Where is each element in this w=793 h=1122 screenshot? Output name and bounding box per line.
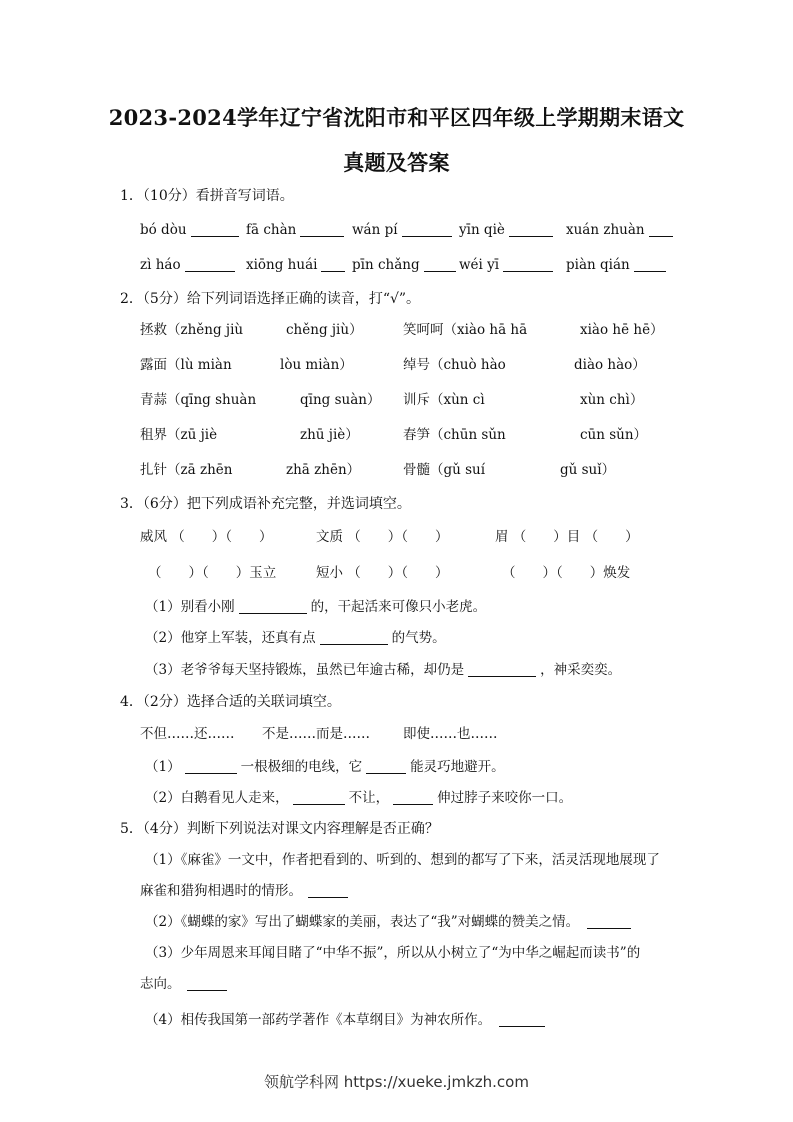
footer-watermark: 领航学科网 https://xueke.jmkzh.com bbox=[264, 1073, 529, 1091]
pinyin-item bbox=[459, 221, 557, 239]
statement-item bbox=[140, 975, 231, 993]
answer-blank[interactable] bbox=[185, 759, 237, 774]
reading-option[interactable]: lòu miàn） bbox=[280, 357, 353, 373]
reading-option[interactable]: diào hào） bbox=[574, 357, 646, 373]
answer-blank[interactable] bbox=[634, 257, 666, 272]
sentence-text: （4）相传我国第一部药学著作《本草纲目》为神农所作。 bbox=[145, 1012, 492, 1028]
answer-blank[interactable] bbox=[393, 790, 433, 805]
pinyin-item bbox=[246, 256, 349, 274]
pinyin-item bbox=[352, 256, 460, 274]
fill-sentence bbox=[145, 661, 621, 679]
sentence-text: （1） bbox=[145, 759, 181, 775]
pinyin-item bbox=[566, 256, 670, 274]
sentence-text: 的，干起活来可像只小老虎。 bbox=[310, 599, 487, 615]
reading-option[interactable]: 露面（lù miàn bbox=[140, 357, 232, 373]
reading-option[interactable]: 春笋（chūn sǔn bbox=[403, 427, 506, 443]
statement-item bbox=[145, 913, 635, 931]
reading-option[interactable]: cūn sǔn） bbox=[580, 427, 648, 443]
answer-blank[interactable] bbox=[649, 222, 673, 237]
reading-option[interactable]: 青蒜（qīng shuàn bbox=[140, 392, 257, 408]
statement-text: （1）《麻雀》一文中，作者把看到的、听到的、想到的都写了下来，活灵活现地展现了 bbox=[145, 852, 660, 868]
sentence-text: （1）别看小刚 bbox=[145, 599, 235, 615]
answer-blank[interactable] bbox=[185, 257, 235, 272]
sentence-text: ，神采奕奕。 bbox=[540, 662, 622, 678]
answer-blank[interactable] bbox=[499, 1012, 545, 1027]
conjunction-option: 即使……也…… bbox=[403, 726, 498, 742]
pinyin-item bbox=[246, 221, 348, 239]
pinyin-text: xiōng huái bbox=[246, 257, 318, 273]
reading-option[interactable]: 扎针（zā zhēn bbox=[140, 462, 233, 478]
answer-blank[interactable] bbox=[503, 257, 553, 272]
page-title-line-2: 真题及答案 bbox=[343, 150, 450, 175]
sentence-text: （2）白鹅看见人走来， bbox=[145, 790, 289, 806]
pinyin-item bbox=[352, 221, 456, 239]
answer-blank[interactable] bbox=[424, 257, 456, 272]
reading-option[interactable]: qīng suàn） bbox=[300, 392, 381, 408]
sentence-text: 一根极细的电线，它 bbox=[240, 759, 363, 775]
sentence-text: 能灵巧地避开。 bbox=[410, 759, 505, 775]
pinyin-text: xuán zhuàn bbox=[566, 222, 645, 238]
pinyin-text: zì háo bbox=[140, 257, 181, 273]
reading-option[interactable]: chěng jiù） bbox=[286, 322, 363, 338]
question-1-heading: 1．（10分）看拼音写词语。 bbox=[120, 188, 294, 204]
reading-option[interactable]: zhā zhēn） bbox=[286, 462, 361, 478]
reading-option[interactable]: 绰号（chuò hào bbox=[403, 357, 506, 373]
conjunction-option: 不但……还…… bbox=[140, 726, 235, 742]
idiom-blank[interactable]: 眉 （ ）目 （ ） bbox=[495, 529, 639, 545]
idiom-blank[interactable]: （ ）（ ）焕发 bbox=[502, 565, 631, 581]
question-2-heading: 2．（5分）给下列词语选择正确的读音，打“√”。 bbox=[120, 291, 421, 307]
statement-item bbox=[145, 1011, 549, 1029]
answer-blank[interactable] bbox=[509, 222, 553, 237]
reading-option[interactable]: 笑呵呵（xiào hā hā bbox=[403, 322, 528, 338]
statement-item bbox=[140, 882, 352, 900]
reading-option[interactable]: 租界（zū jiè bbox=[140, 427, 218, 443]
answer-blank[interactable] bbox=[587, 914, 631, 929]
answer-blank[interactable] bbox=[402, 222, 452, 237]
pinyin-text: fā chàn bbox=[246, 222, 297, 238]
answer-blank[interactable] bbox=[300, 222, 344, 237]
pinyin-text: pīn chǎng bbox=[352, 257, 420, 273]
pinyin-text: wán pí bbox=[352, 222, 398, 238]
conjunction-option: 不是……而是…… bbox=[262, 726, 370, 742]
reading-option[interactable]: xiào hē hē） bbox=[580, 322, 664, 338]
pinyin-item bbox=[459, 256, 557, 274]
pinyin-text: yīn qiè bbox=[459, 222, 505, 238]
pinyin-text: bó dòu bbox=[140, 222, 187, 238]
sentence-text: 不让， bbox=[348, 790, 390, 806]
pinyin-item bbox=[566, 221, 677, 239]
sentence-text: （2）《蝴蝶的家》写出了蝴蝶家的美丽，表达了“我”对蝴蝶的赞美之情。 bbox=[145, 914, 580, 930]
pinyin-text: wéi yī bbox=[459, 257, 500, 273]
reading-option[interactable]: gǔ suǐ） bbox=[560, 462, 616, 478]
question-3-heading: 3．（6分）把下列成语补充完整，并选词填空。 bbox=[120, 496, 411, 512]
answer-blank[interactable] bbox=[321, 257, 345, 272]
reading-option[interactable]: xùn chì） bbox=[580, 392, 644, 408]
fill-sentence bbox=[145, 758, 505, 776]
idiom-blank[interactable]: 短小 （ ）（ ） bbox=[316, 565, 449, 581]
sentence-text: 麻雀和猎狗相遇时的情形。 bbox=[140, 883, 302, 899]
sentence-text: 伸过脖子来咬你一口。 bbox=[437, 790, 573, 806]
pinyin-item bbox=[140, 256, 239, 274]
pinyin-text: piàn qián bbox=[566, 257, 630, 273]
statement-text: （3）少年周恩来耳闻目睹了“中华不振”，所以从小树立了“为中华之崛起而读书”的 bbox=[145, 945, 641, 961]
answer-blank[interactable] bbox=[468, 662, 536, 677]
sentence-text: 的气势。 bbox=[391, 630, 446, 646]
reading-option[interactable]: 训斥（xùn cì bbox=[403, 392, 485, 408]
question-4-heading: 4．（2分）选择合适的关联词填空。 bbox=[120, 694, 341, 710]
fill-sentence bbox=[145, 598, 486, 616]
answer-blank[interactable] bbox=[187, 976, 227, 991]
answer-blank[interactable] bbox=[191, 222, 239, 237]
idiom-blank[interactable]: （ ）（ ）玉立 bbox=[148, 565, 277, 581]
pinyin-item bbox=[140, 221, 243, 239]
sentence-text: （2）他穿上军装，还真有点 bbox=[145, 630, 316, 646]
fill-sentence bbox=[145, 789, 572, 807]
answer-blank[interactable] bbox=[293, 790, 345, 805]
sentence-text: （3）老爷爷每天坚持锻炼，虽然已年逾古稀，却仍是 bbox=[145, 662, 465, 678]
answer-blank[interactable] bbox=[308, 883, 348, 898]
page-title-line-1: 2023-2024学年辽宁省沈阳市和平区四年级上学期期末语文 bbox=[108, 105, 685, 130]
answer-blank[interactable] bbox=[239, 599, 307, 614]
sentence-text: 志向。 bbox=[140, 976, 181, 992]
fill-sentence bbox=[145, 629, 446, 647]
reading-option[interactable]: 骨髓（gǔ suí bbox=[403, 462, 486, 478]
answer-blank[interactable] bbox=[366, 759, 406, 774]
reading-option[interactable]: 拯救（zhěng jiù bbox=[140, 322, 244, 338]
answer-blank[interactable] bbox=[320, 630, 388, 645]
question-5-heading: 5．（4分）判断下列说法对课文内容理解是否正确？ bbox=[120, 821, 439, 837]
idiom-blank[interactable]: 威风 （ ）（ ） bbox=[140, 529, 273, 545]
reading-option[interactable]: zhū jiè） bbox=[300, 427, 359, 443]
idiom-blank[interactable]: 文质 （ ）（ ） bbox=[316, 529, 449, 545]
